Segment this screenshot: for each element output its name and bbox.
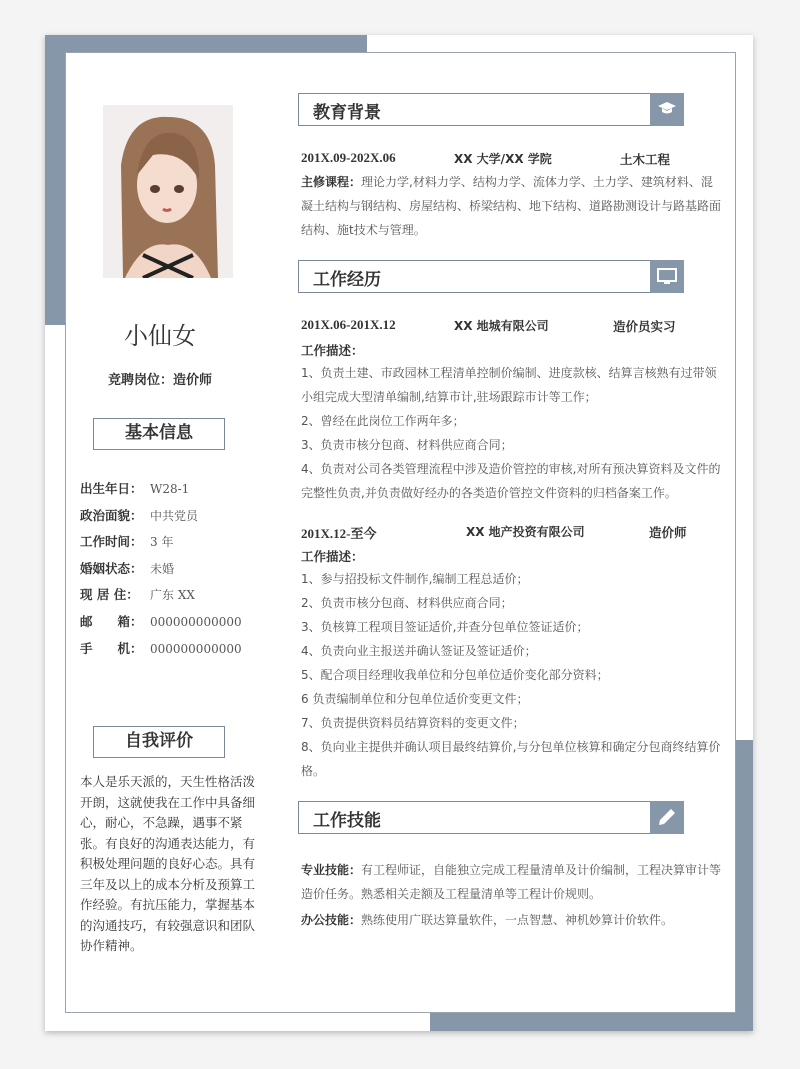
professional-skills [301,858,723,906]
job-row [301,317,721,337]
decor-band-left [45,35,65,325]
basic-info-row [80,612,242,630]
section-title: 工作经历 [313,270,381,290]
job-duties [301,567,723,783]
info-label: 工作时间： [80,534,143,550]
decor-band-bottom [430,1013,753,1031]
education-major: 土木工程 [620,152,671,167]
education-school: XX 大学/XX 学院 [454,152,552,166]
duty-item: 2、曾经在此岗位工作两年多； [301,414,465,428]
basic-info-heading: 基本信息 [93,418,225,450]
office-skills-text: 熟练使用广联达算量软件，一点智慧、神机妙算计价软件。 [361,913,674,927]
duty-item: 4、负责对公司各类管理流程中涉及造价管控的审核,对所有预决算资料及文件的完整性负责,并负责做好经办的各类造价管控文件资料的归档备案工作。 [301,462,721,500]
monitor-icon [650,260,684,293]
job-period: 201X.12-至今 [301,526,377,541]
job-desc-label: 工作描述： [301,343,364,358]
education-row [301,150,721,170]
basic-info-row [80,479,189,497]
section-header-skills [298,801,684,834]
duty-item: 1、参与招投标文件制作,编制工程总适价； [301,572,529,586]
duty-item: 6 负责编制单位和分包单位适价变更文件； [301,692,529,706]
job-company: XX 地城有限公司 [454,319,549,333]
courses-label: 主修课程： [301,175,362,189]
duty-item: 2、负责市核分包商、材料供应商合同； [301,596,513,610]
job-duties [301,361,723,505]
education-period: 201X.09-202X.06 [301,150,396,165]
info-value: 000000000000 [150,615,242,629]
decor-band-top [45,35,367,53]
courses-text: 理论力学,材料力学、结构力学、流体力学、土力学、建筑材料、混凝土结构与钢结构、房屋结构、桥梁结构、地下结构、道路勘测设计与路基路面结构、施t技术与管理。 [301,175,722,237]
pro-skills-text: 有工程师证，自能独立完成工程量清单及计价编制，工程决算审计等造价任务。熟悉相关走额及工程量清单等工程计价规则。 [301,863,722,901]
section-header-education [298,93,684,126]
info-label: 手 机： [80,640,143,656]
duty-item: 7、负责提供资料员结算资料的变更文件； [301,716,525,730]
basic-info-row [80,639,242,657]
basic-info-row [80,585,195,603]
basic-info-row [80,532,173,550]
info-value: 未婚 [150,561,175,576]
pencil-icon [650,801,684,834]
candidate-name: 小仙女 [124,322,196,350]
job-role: 造价员实习 [613,319,676,334]
job-row [301,523,721,543]
info-label: 政治面貌： [80,507,143,523]
profile-photo [103,105,233,278]
duty-item: 3、负核算工程项目签证适价,并查分包单位签证适价； [301,620,589,634]
office-skills [301,908,723,932]
section-header-work [298,260,684,293]
self-evaluation-text: 本人是乐天派的，天生性格活泼开朗，这就使我在工作中具备细心，耐心，不急躁，遇事不紧张。有良好的沟通表达能力，有积极处理问题的良好心态。具有三年及以上的成本分析及预算工作经验。有抗压能力，掌握基本的沟通技巧，有较强意识和团队协作精神。 [80,774,256,953]
info-value: W28-1 [150,482,190,496]
basic-info-row [80,506,198,524]
job-period: 201X.06-201X.12 [301,317,396,332]
info-label: 现 居 住： [80,587,139,603]
pro-skills-label: 专业技能： [301,863,362,877]
duty-item: 4、负责向业主报送并确认签证及签证适价； [301,644,537,658]
info-value: 中共党员 [150,508,199,523]
info-value: 广东 XX [150,588,195,603]
basic-info-row [80,559,174,577]
office-skills-label: 办公技能： [301,913,362,927]
duty-item: 3、负责市核分包商、材料供应商合同； [301,438,513,452]
education-courses [301,170,723,242]
target-position: 竞聘岗位：造价师 [107,373,212,388]
self-evaluation-heading: 自我评价 [93,726,225,758]
graduation-cap-icon [650,93,684,126]
info-value: 3 年 [150,535,174,550]
right-column [298,93,726,932]
duty-item: 5、配合项目经理收我单位和分包单位适价变化部分资料； [301,668,609,682]
section-title: 教育背景 [313,103,381,123]
info-value: 000000000000 [150,641,242,656]
job-role: 造价师 [649,525,687,540]
info-label: 出生年日： [80,481,143,496]
duty-item: 1、负责土建、市政园林工程清单控制价编制、进度款核、结算言核熟有过带领小组完成大型清单编制,结算市计,驻场跟踪市计等工作； [301,366,717,404]
job-desc-label: 工作描述： [301,549,364,564]
info-label: 邮 箱： [80,614,143,629]
section-title: 工作技能 [313,811,381,831]
info-label: 婚姻状态： [80,560,143,576]
job-company: XX 地产投资有限公司 [466,525,585,539]
decor-band-right [736,740,753,1031]
duty-item: 8、负向业主提供并确认项目最终结算价,与分包单位核算和确定分包商终结算价格。 [301,740,721,778]
